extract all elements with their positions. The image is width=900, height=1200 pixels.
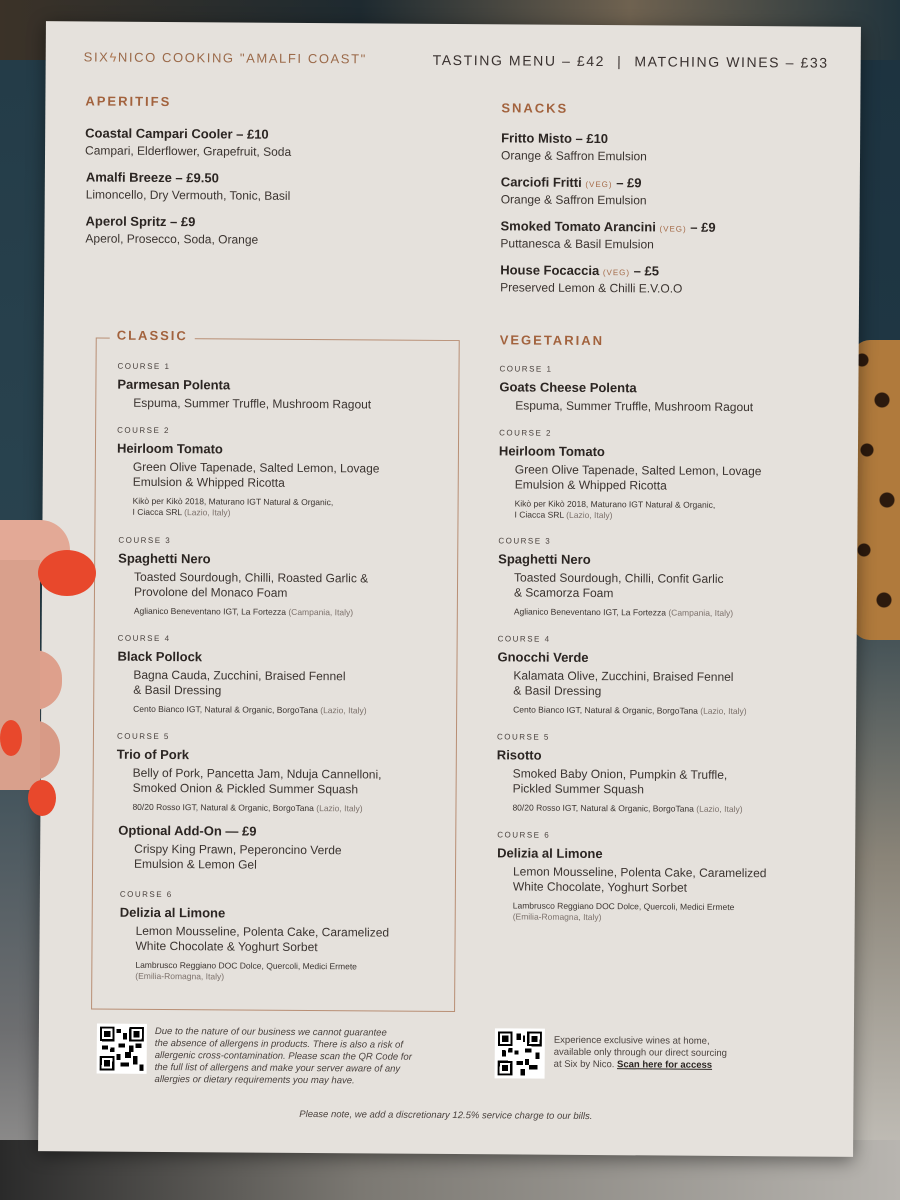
course-num: COURSE 6 xyxy=(497,830,551,840)
course-desc xyxy=(497,668,747,700)
veg-course-5 xyxy=(496,732,743,815)
menu-sheet xyxy=(38,21,861,1157)
leopard-print-fabric xyxy=(852,340,900,640)
item-desc: Orange & Saffron Emulsion xyxy=(500,148,647,164)
wine-line: Kikò per Kikò 2018, Maturano IGT Natural & Organic, xyxy=(132,495,334,508)
list-item xyxy=(85,125,291,158)
classic-course-6 xyxy=(119,890,389,984)
brand-nico: NICO xyxy=(117,49,157,65)
classic-title-wrap xyxy=(110,327,195,346)
course-desc xyxy=(498,570,733,602)
desc-line: Green Olive Tapenade, Salted Lemon, Lovage xyxy=(132,459,380,476)
course-num: COURSE 1 xyxy=(499,364,553,374)
desc-line: & Scamorza Foam xyxy=(513,585,614,601)
desc-line: Lemon Mousseline, Polenta Cake, Caramelized xyxy=(135,923,390,940)
wine-region: (Campania, Italy) xyxy=(288,606,354,618)
desc-line: Green Olive Tapenade, Salted Lemon, Lovage xyxy=(514,462,762,479)
desc-line: Pickled Summer Squash xyxy=(512,781,645,797)
desc-line: Crispy King Prawn, Peperoncino Verde xyxy=(134,841,342,858)
allergen-qr-code-icon[interactable] xyxy=(97,1024,147,1074)
list-item xyxy=(501,174,647,207)
allergen-note xyxy=(155,1026,413,1088)
wine-pairing xyxy=(496,802,742,815)
course-title: Delizia al Limone xyxy=(119,904,226,921)
wine-pairing xyxy=(119,960,389,984)
veg-course-4 xyxy=(497,634,747,717)
desc-line: Toasted Sourdough, Chilli, Confit Garlic xyxy=(514,570,724,586)
item-name-text: Carciofi Fritti xyxy=(500,174,582,190)
brand-theme: COOKING "AMALFI COAST" xyxy=(162,49,367,67)
course-num: COURSE 4 xyxy=(117,633,171,644)
classic-title: CLASSIC xyxy=(116,327,188,344)
item-desc: Aperol, Prosecco, Soda, Orange xyxy=(85,231,259,247)
desc-line: Lemon Mousseline, Polenta Cake, Caramelized xyxy=(512,864,767,881)
classic-add-on xyxy=(118,817,342,874)
course-num: COURSE 3 xyxy=(498,536,552,546)
wine-access-link[interactable]: Scan here for access xyxy=(617,1059,713,1071)
course-desc xyxy=(117,460,380,492)
desc-line: White Chocolate, Yoghurt Sorbet xyxy=(512,879,688,895)
veg-course-3 xyxy=(498,536,734,619)
course-num: COURSE 3 xyxy=(118,535,172,546)
course-title: Goats Cheese Polenta xyxy=(499,379,637,396)
course-num: COURSE 2 xyxy=(117,425,171,436)
wine-line: Cento Bianco IGT, Natural & Organic, BorgoTana xyxy=(133,703,318,716)
course-title: Black Pollock xyxy=(117,648,203,665)
aperitifs-title: APERITIFS xyxy=(85,93,172,110)
course-title: Optional Add-On — £9 xyxy=(118,822,257,839)
item-name xyxy=(500,262,682,278)
course-title: Heirloom Tomato xyxy=(498,443,605,460)
wine-line: 80/20 Rosso IGT, Natural & Organic, BorgoTana xyxy=(132,801,314,814)
course-title: Spaghetti Nero xyxy=(498,551,591,567)
vegetarian-title: VEGETARIAN xyxy=(499,332,605,349)
list-item xyxy=(85,213,258,246)
wine-region: (Lazio, Italy) xyxy=(696,803,743,815)
price-header xyxy=(433,52,829,71)
course-desc xyxy=(117,668,367,700)
note-line: allergies or dietary requirements you may have. xyxy=(154,1073,355,1087)
veg-tag: (VEG) xyxy=(659,224,687,234)
desc-line: Provolone del Monaco Foam xyxy=(133,584,288,600)
note-line: at Six by Nico. xyxy=(553,1058,615,1071)
item-price: – £9 xyxy=(616,175,642,191)
wine-line: Cento Bianco IGT, Natural & Organic, BorgoTana xyxy=(513,704,698,716)
course-title: Parmesan Polenta xyxy=(117,376,231,393)
course-desc xyxy=(118,842,342,874)
wine-line: Aglianico Beneventano IGT, La Fortezza xyxy=(133,605,287,617)
item-name: Aperol Spritz – £9 xyxy=(85,213,196,230)
fingernail xyxy=(0,720,22,756)
item-desc: Preserved Lemon & Chilli E.V.O.O xyxy=(500,280,683,296)
snacks-title: SNACKS xyxy=(501,100,569,116)
course-num: COURSE 2 xyxy=(499,428,553,438)
veg-course-6 xyxy=(497,830,767,924)
item-name: Coastal Campari Cooler – £10 xyxy=(85,125,269,142)
course-num: COURSE 5 xyxy=(496,732,550,742)
wine-line: Aglianico Beneventano IGT, La Fortezza xyxy=(513,606,667,618)
course-desc xyxy=(118,570,368,602)
brand-bolt-icon: ϟ xyxy=(109,49,119,65)
brand-six: SIX xyxy=(83,49,110,65)
item-price: – £5 xyxy=(633,263,660,279)
list-item xyxy=(501,130,647,163)
service-charge-note: Please note, we add a discretionary 12.5% service charge to our bills. xyxy=(299,1108,593,1123)
desc-line: & Basil Dressing xyxy=(513,683,602,699)
course-desc xyxy=(497,864,767,896)
wine-pairing xyxy=(497,704,746,717)
wine-pairing xyxy=(116,496,379,520)
wine-region: (Campania, Italy) xyxy=(668,607,734,618)
course-desc xyxy=(119,924,389,956)
item-name-text: Smoked Tomato Arancini xyxy=(500,218,656,235)
tasting-menu-price: TASTING MENU – £42 xyxy=(432,51,606,70)
desc-line: Emulsion & Lemon Gel xyxy=(134,856,257,872)
item-name xyxy=(500,218,715,235)
course-desc: Espuma, Summer Truffle, Mushroom Ragout xyxy=(133,395,372,412)
desc-line: Belly of Pork, Pancetta Jam, Nduja Cannelloni, xyxy=(132,765,382,782)
desc-line: Bagna Cauda, Zucchini, Braised Fennel xyxy=(133,667,346,684)
course-title: Delizia al Limone xyxy=(497,845,603,862)
course-num: COURSE 6 xyxy=(119,889,173,900)
course-desc: Espuma, Summer Truffle, Mushroom Ragout xyxy=(515,398,754,415)
course-num: COURSE 4 xyxy=(497,634,551,644)
item-price: – £9 xyxy=(690,219,716,235)
note-line: available only through our direct sourcing xyxy=(553,1046,728,1059)
desc-line: Emulsion & Whipped Ricotta xyxy=(132,474,285,490)
wine-region: (Lazio, Italy) xyxy=(316,803,363,814)
veg-course-1 xyxy=(499,364,753,415)
course-title: Trio of Pork xyxy=(116,746,190,763)
wine-pairing xyxy=(116,802,381,815)
course-num: COURSE 5 xyxy=(116,731,170,742)
list-item xyxy=(500,218,715,252)
wine-producer: I Ciacca SRL xyxy=(514,509,564,520)
classic-course-4 xyxy=(117,634,367,717)
list-item xyxy=(500,262,683,295)
desc-line: Smoked Onion & Pickled Summer Squash xyxy=(132,780,359,797)
desc-line: Toasted Sourdough, Chilli, Roasted Garlic & xyxy=(134,569,369,586)
list-item xyxy=(86,169,291,202)
classic-course-5 xyxy=(116,732,381,815)
item-name: Amalfi Breeze – £9.50 xyxy=(85,169,219,186)
wine-region: (Emilia-Romagna, Italy) xyxy=(135,970,225,982)
wine-producer: I Ciacca SRL xyxy=(132,506,182,518)
wine-pairing xyxy=(497,900,767,924)
course-title: Spaghetti Nero xyxy=(118,550,211,567)
note-line: Experience exclusive wines at home, xyxy=(553,1034,710,1047)
veg-course-2 xyxy=(498,428,761,522)
item-name: Fritto Misto – £10 xyxy=(501,130,609,147)
header-divider: | xyxy=(617,53,623,70)
wine-note xyxy=(554,1035,727,1072)
veg-tag: (VEG) xyxy=(585,179,613,190)
fingernail xyxy=(38,550,96,596)
wine-access-qr-code-icon[interactable] xyxy=(495,1028,545,1078)
hand xyxy=(0,520,96,830)
fingernail xyxy=(28,780,56,816)
item-desc: Limoncello, Dry Vermouth, Tonic, Basil xyxy=(85,187,291,203)
item-name-text: House Focaccia xyxy=(500,262,600,279)
course-title: Gnocchi Verde xyxy=(497,649,589,665)
item-desc: Orange & Saffron Emulsion xyxy=(500,192,647,208)
item-desc: Campari, Elderflower, Grapefruit, Soda xyxy=(85,143,292,159)
wine-pairing xyxy=(117,704,366,717)
note-line: the full list of allergens and make your server aware of any xyxy=(154,1061,401,1075)
desc-line: Smoked Baby Onion, Pumpkin & Truffle, xyxy=(512,766,728,782)
wine-pairing xyxy=(118,606,368,619)
course-num: COURSE 1 xyxy=(117,361,171,372)
classic-course-3 xyxy=(118,536,369,619)
wine-line: Lambrusco Reggiano DOC Dolce, Quercoli, Medici Ermete xyxy=(512,900,735,912)
classic-course-2 xyxy=(116,426,379,520)
wine-region: (Emilia-Romagna, Italy) xyxy=(512,911,602,923)
wine-region: (Lazio, Italy) xyxy=(700,705,747,717)
wine-region: (Lazio, Italy) xyxy=(320,705,367,716)
note-line: allergenic cross-contamination. Please scan the QR Code for xyxy=(154,1049,412,1063)
course-desc xyxy=(499,462,762,494)
wine-region: (Lazio, Italy) xyxy=(184,507,231,518)
desc-line: Emulsion & Whipped Ricotta xyxy=(514,477,667,493)
brand-header xyxy=(84,49,367,66)
wine-line: 80/20 Rosso IGT, Natural & Organic, BorgoTana xyxy=(512,802,694,814)
wine-line: Lambrusco Reggiano DOC Dolce, Quercoli, Medici Ermete xyxy=(135,959,357,972)
wine-pairing xyxy=(498,498,761,522)
desc-line: Kalamata Olive, Zucchini, Braised Fennel xyxy=(513,668,734,684)
classic-course-1 xyxy=(117,362,371,413)
matching-wines-price: MATCHING WINES – £33 xyxy=(634,53,829,71)
veg-tag: (VEG) xyxy=(602,268,631,278)
wine-region: (Lazio, Italy) xyxy=(566,509,613,521)
course-title: Heirloom Tomato xyxy=(116,440,223,457)
course-desc xyxy=(497,766,743,798)
desc-line: White Chocolate & Yoghurt Sorbet xyxy=(135,938,318,955)
note-line: Due to the nature of our business we cannot guarantee xyxy=(154,1025,387,1039)
desc-line: & Basil Dressing xyxy=(133,682,222,698)
course-desc xyxy=(117,766,382,798)
course-title: Risotto xyxy=(496,747,542,763)
wine-line: Kikò per Kikò 2018, Maturano IGT Natural & Organic, xyxy=(514,498,716,510)
item-name xyxy=(501,174,647,190)
note-line: the absence of allergens in products. There is also a risk of xyxy=(154,1037,404,1051)
item-desc: Puttanesca & Basil Emulsion xyxy=(500,236,654,252)
wine-pairing xyxy=(498,606,733,619)
